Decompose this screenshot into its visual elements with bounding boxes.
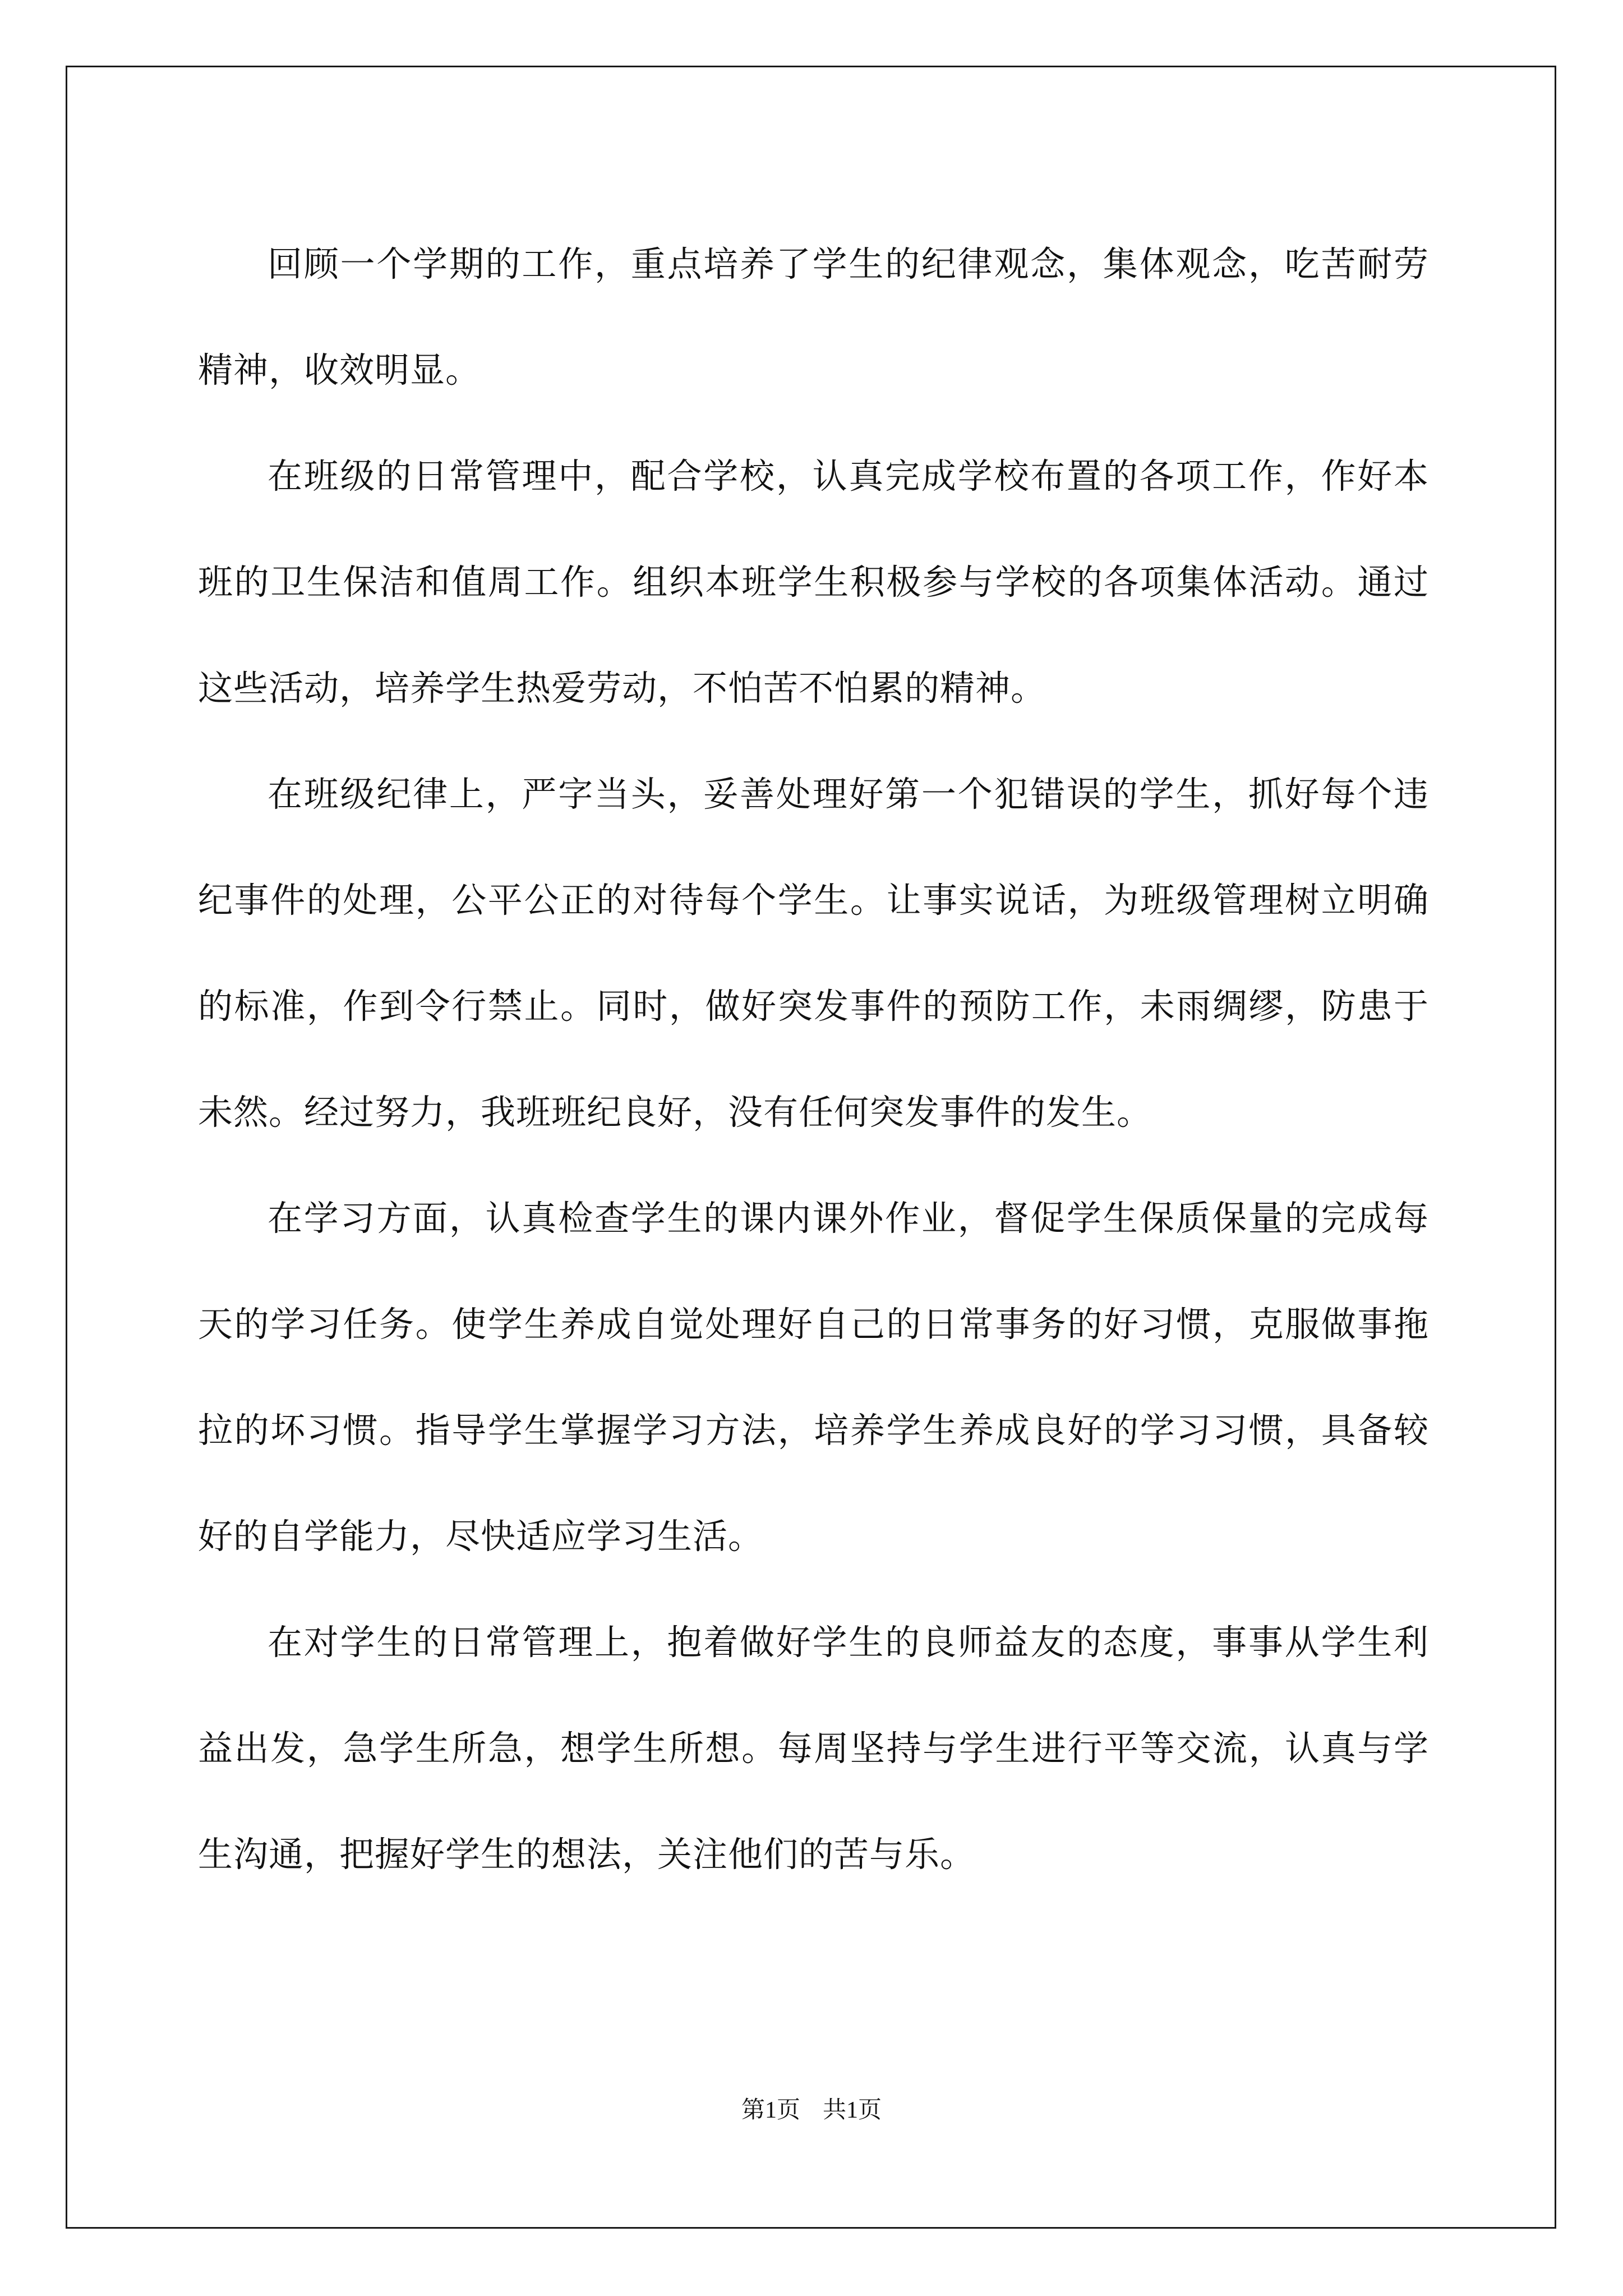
page-total: 共1页: [823, 2097, 882, 2123]
page-footer: [0, 2093, 1623, 2127]
document-body: [198, 211, 1429, 1907]
page-number: 第1页: [741, 2097, 800, 2123]
paragraph-4: 在学习方面，认真检查学生的课内课外作业，督促学生保质保量的完成每天的学习任务。使学生养成自觉处理好自己的日常事务的好习惯，克服做事拖拉的坏习惯。指导学生掌握学习方法，培养学生养成良好的学习习惯，具备较好的自学能力，尽快适应学习生活。: [198, 1198, 1429, 1557]
paragraph-5: 在对学生的日常管理上，抱着做好学生的良师益友的态度，事事从学生利益出发，急学生所急，想学生所想。每周坚持与学生进行平等交流，认真与学生沟通，把握好学生的想法，关注他们的苦与乐。: [198, 1622, 1429, 1875]
paragraph-2: 在班级的日常管理中，配合学校，认真完成学校布置的各项工作，作好本班的卫生保洁和值周工作。组织本班学生积极参与学校的各项集体活动。通过这些活动，培养学生热爱劳动，不怕苦不怕累的精神。: [198, 455, 1429, 708]
paragraph-3: 在班级纪律上，严字当头，妥善处理好第一个犯错误的学生，抓好每个违纪事件的处理，公平公正的对待每个学生。让事实说话，为班级管理树立明确的标准，作到令行禁止。同时，做好突发事件的预防工作，未雨绸缪，防患于未然。经过努力，我班班纪良好，没有任何突发事件的发生。: [198, 774, 1429, 1133]
paragraph-1: 回顾一个学期的工作，重点培养了学生的纪律观念，集体观念，吃苦耐劳精神，收效明显。: [198, 243, 1429, 390]
